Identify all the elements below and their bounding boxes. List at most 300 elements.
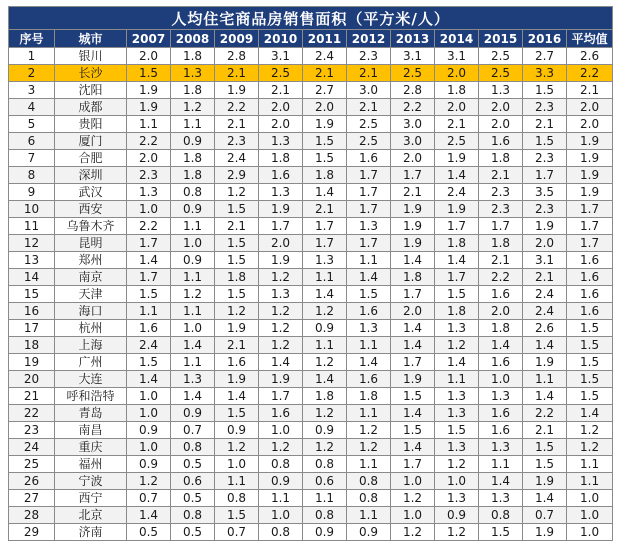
value-cell: 1.9 [567, 184, 613, 201]
value-cell: 2.9 [215, 167, 259, 184]
table-row [9, 269, 613, 286]
value-cell: 1.1 [303, 490, 347, 507]
city-cell: 昆明 [55, 235, 127, 252]
value-cell: 3.0 [347, 82, 391, 99]
value-cell: 0.9 [171, 201, 215, 218]
city-cell: 青岛 [55, 405, 127, 422]
value-cell: 1.2 [215, 303, 259, 320]
value-cell: 1.7 [567, 218, 613, 235]
value-cell: 1.5 [215, 235, 259, 252]
value-cell: 1.4 [391, 320, 435, 337]
value-cell: 2.0 [303, 99, 347, 116]
value-cell: 1.5 [215, 286, 259, 303]
value-cell: 1.2 [303, 405, 347, 422]
value-cell: 1.8 [435, 303, 479, 320]
value-cell: 1.5 [567, 371, 613, 388]
value-cell: 1.0 [259, 507, 303, 524]
table-row [9, 507, 613, 524]
value-cell: 3.1 [435, 48, 479, 65]
table-row [9, 320, 613, 337]
table-row [9, 371, 613, 388]
city-cell: 成都 [55, 99, 127, 116]
value-cell: 1.5 [523, 82, 567, 99]
value-cell: 1.0 [259, 422, 303, 439]
value-cell: 0.9 [435, 507, 479, 524]
row-index-cell: 18 [9, 337, 55, 354]
value-cell: 0.8 [303, 456, 347, 473]
value-cell: 1.1 [347, 252, 391, 269]
value-cell: 2.2 [479, 269, 523, 286]
table-row [9, 524, 613, 541]
column-header-row [9, 30, 613, 48]
table-row [9, 133, 613, 150]
value-cell: 3.1 [523, 252, 567, 269]
value-cell: 0.6 [303, 473, 347, 490]
city-cell: 厦门 [55, 133, 127, 150]
value-cell: 2.1 [347, 65, 391, 82]
value-cell: 1.9 [391, 218, 435, 235]
value-cell: 2.0 [479, 303, 523, 320]
city-cell: 海口 [55, 303, 127, 320]
value-cell: 1.1 [567, 473, 613, 490]
value-cell: 1.4 [567, 405, 613, 422]
value-cell: 1.1 [303, 269, 347, 286]
row-index-cell: 17 [9, 320, 55, 337]
value-cell: 2.7 [523, 48, 567, 65]
value-cell: 1.9 [259, 201, 303, 218]
city-cell: 武汉 [55, 184, 127, 201]
city-cell: 南京 [55, 269, 127, 286]
value-cell: 1.2 [259, 269, 303, 286]
column-header: 平均值 [567, 30, 613, 48]
value-cell: 1.3 [171, 65, 215, 82]
value-cell: 2.0 [259, 116, 303, 133]
value-cell: 1.4 [391, 337, 435, 354]
value-cell: 2.0 [479, 99, 523, 116]
value-cell: 2.1 [347, 99, 391, 116]
column-header: 城市 [55, 30, 127, 48]
table-row [9, 422, 613, 439]
table-row [9, 65, 613, 82]
value-cell: 0.7 [171, 422, 215, 439]
value-cell: 1.4 [303, 286, 347, 303]
value-cell: 1.2 [171, 286, 215, 303]
value-cell: 1.4 [391, 252, 435, 269]
value-cell: 2.5 [479, 65, 523, 82]
row-index-cell: 5 [9, 116, 55, 133]
value-cell: 1.1 [171, 218, 215, 235]
value-cell: 1.5 [127, 65, 171, 82]
value-cell: 1.7 [523, 167, 567, 184]
column-header: 2011 [303, 30, 347, 48]
column-header: 2016 [523, 30, 567, 48]
value-cell: 1.5 [391, 388, 435, 405]
value-cell: 1.0 [127, 405, 171, 422]
value-cell: 1.0 [127, 388, 171, 405]
value-cell: 1.7 [303, 218, 347, 235]
value-cell: 1.1 [171, 116, 215, 133]
row-index-cell: 10 [9, 201, 55, 218]
value-cell: 2.3 [523, 99, 567, 116]
value-cell: 1.5 [479, 524, 523, 541]
value-cell: 0.9 [171, 405, 215, 422]
value-cell: 1.9 [259, 371, 303, 388]
value-cell: 1.5 [215, 252, 259, 269]
value-cell: 0.8 [171, 439, 215, 456]
value-cell: 1.8 [435, 235, 479, 252]
value-cell: 2.3 [215, 133, 259, 150]
city-cell: 长沙 [55, 65, 127, 82]
sales-area-table [8, 6, 613, 541]
value-cell: 0.9 [303, 524, 347, 541]
table-row [9, 235, 613, 252]
value-cell: 2.5 [479, 48, 523, 65]
value-cell: 1.3 [259, 286, 303, 303]
value-cell: 1.9 [215, 82, 259, 99]
value-cell: 1.6 [479, 286, 523, 303]
value-cell: 1.7 [127, 269, 171, 286]
value-cell: 2.2 [567, 65, 613, 82]
value-cell: 0.5 [171, 490, 215, 507]
value-cell: 1.8 [391, 269, 435, 286]
column-header: 2008 [171, 30, 215, 48]
value-cell: 1.0 [479, 371, 523, 388]
value-cell: 1.4 [215, 388, 259, 405]
value-cell: 1.9 [215, 371, 259, 388]
city-cell: 大连 [55, 371, 127, 388]
value-cell: 0.9 [215, 422, 259, 439]
value-cell: 1.4 [127, 371, 171, 388]
value-cell: 0.7 [523, 507, 567, 524]
value-cell: 1.5 [523, 133, 567, 150]
value-cell: 1.3 [347, 320, 391, 337]
table-row [9, 184, 613, 201]
value-cell: 1.1 [215, 473, 259, 490]
value-cell: 1.8 [303, 388, 347, 405]
value-cell: 2.1 [303, 201, 347, 218]
value-cell: 1.3 [435, 439, 479, 456]
table-row [9, 150, 613, 167]
sales-area-table-container [8, 6, 612, 541]
value-cell: 0.7 [215, 524, 259, 541]
value-cell: 1.4 [391, 405, 435, 422]
value-cell: 3.0 [391, 116, 435, 133]
value-cell: 1.9 [523, 473, 567, 490]
value-cell: 1.6 [127, 320, 171, 337]
value-cell: 0.8 [171, 184, 215, 201]
value-cell: 1.4 [479, 337, 523, 354]
value-cell: 2.5 [435, 133, 479, 150]
value-cell: 1.7 [391, 456, 435, 473]
value-cell: 1.4 [523, 388, 567, 405]
value-cell: 1.3 [259, 184, 303, 201]
value-cell: 1.8 [479, 150, 523, 167]
table-row [9, 82, 613, 99]
value-cell: 0.9 [127, 422, 171, 439]
value-cell: 1.3 [435, 490, 479, 507]
value-cell: 2.8 [391, 82, 435, 99]
value-cell: 0.6 [171, 473, 215, 490]
value-cell: 1.1 [303, 337, 347, 354]
city-cell: 深圳 [55, 167, 127, 184]
value-cell: 1.7 [567, 201, 613, 218]
value-cell: 1.0 [391, 473, 435, 490]
city-cell: 宁波 [55, 473, 127, 490]
value-cell: 1.8 [171, 167, 215, 184]
value-cell: 1.1 [171, 354, 215, 371]
value-cell: 0.8 [215, 490, 259, 507]
row-index-cell: 27 [9, 490, 55, 507]
value-cell: 1.3 [479, 490, 523, 507]
table-row [9, 388, 613, 405]
value-cell: 1.3 [171, 371, 215, 388]
table-row [9, 99, 613, 116]
value-cell: 1.7 [259, 218, 303, 235]
value-cell: 2.5 [347, 133, 391, 150]
value-cell: 2.1 [567, 82, 613, 99]
value-cell: 2.6 [523, 320, 567, 337]
value-cell: 1.2 [567, 439, 613, 456]
value-cell: 2.0 [391, 150, 435, 167]
value-cell: 1.9 [435, 150, 479, 167]
row-index-cell: 4 [9, 99, 55, 116]
value-cell: 3.1 [391, 48, 435, 65]
row-index-cell: 19 [9, 354, 55, 371]
city-cell: 郑州 [55, 252, 127, 269]
table-row [9, 473, 613, 490]
value-cell: 1.9 [523, 354, 567, 371]
column-header: 2014 [435, 30, 479, 48]
table-title: 人均住宅商品房销售面积（平方米/人） [9, 7, 613, 30]
value-cell: 1.9 [523, 218, 567, 235]
value-cell: 0.8 [303, 507, 347, 524]
value-cell: 1.2 [259, 439, 303, 456]
value-cell: 2.2 [523, 405, 567, 422]
value-cell: 2.1 [435, 116, 479, 133]
value-cell: 2.3 [479, 184, 523, 201]
value-cell: 3.3 [523, 65, 567, 82]
value-cell: 2.1 [215, 337, 259, 354]
value-cell: 1.5 [391, 422, 435, 439]
value-cell: 1.7 [347, 235, 391, 252]
value-cell: 1.1 [259, 490, 303, 507]
city-cell: 广州 [55, 354, 127, 371]
table-row [9, 201, 613, 218]
value-cell: 1.2 [215, 184, 259, 201]
value-cell: 1.5 [523, 456, 567, 473]
value-cell: 1.9 [523, 524, 567, 541]
value-cell: 2.8 [215, 48, 259, 65]
value-cell: 2.0 [259, 235, 303, 252]
value-cell: 1.6 [479, 405, 523, 422]
value-cell: 1.6 [567, 303, 613, 320]
table-row [9, 490, 613, 507]
row-index-cell: 11 [9, 218, 55, 235]
value-cell: 1.2 [347, 422, 391, 439]
city-cell: 济南 [55, 524, 127, 541]
value-cell: 1.2 [347, 439, 391, 456]
value-cell: 1.6 [567, 286, 613, 303]
value-cell: 1.3 [259, 133, 303, 150]
value-cell: 1.8 [479, 235, 523, 252]
value-cell: 1.4 [523, 490, 567, 507]
value-cell: 1.3 [479, 388, 523, 405]
value-cell: 1.0 [127, 201, 171, 218]
value-cell: 1.8 [171, 150, 215, 167]
value-cell: 1.9 [127, 99, 171, 116]
value-cell: 1.9 [391, 235, 435, 252]
value-cell: 2.4 [523, 286, 567, 303]
row-index-cell: 20 [9, 371, 55, 388]
value-cell: 2.6 [567, 48, 613, 65]
value-cell: 0.7 [127, 490, 171, 507]
value-cell: 1.2 [303, 439, 347, 456]
value-cell: 2.1 [523, 422, 567, 439]
value-cell: 2.4 [215, 150, 259, 167]
value-cell: 1.2 [259, 337, 303, 354]
value-cell: 1.1 [171, 303, 215, 320]
value-cell: 1.6 [479, 422, 523, 439]
value-cell: 1.8 [259, 150, 303, 167]
value-cell: 1.5 [567, 320, 613, 337]
table-row [9, 48, 613, 65]
value-cell: 1.1 [479, 456, 523, 473]
value-cell: 1.0 [567, 507, 613, 524]
column-header: 2013 [391, 30, 435, 48]
value-cell: 2.3 [479, 201, 523, 218]
value-cell: 1.6 [567, 252, 613, 269]
value-cell: 2.0 [435, 99, 479, 116]
value-cell: 0.8 [171, 507, 215, 524]
table-row [9, 354, 613, 371]
value-cell: 1.5 [435, 422, 479, 439]
value-cell: 1.8 [215, 269, 259, 286]
column-header: 2010 [259, 30, 303, 48]
table-row [9, 303, 613, 320]
value-cell: 1.1 [523, 371, 567, 388]
value-cell: 1.6 [567, 269, 613, 286]
value-cell: 1.9 [435, 201, 479, 218]
value-cell: 1.3 [435, 405, 479, 422]
value-cell: 1.9 [567, 133, 613, 150]
city-cell: 上海 [55, 337, 127, 354]
column-header: 2015 [479, 30, 523, 48]
value-cell: 2.5 [259, 65, 303, 82]
value-cell: 1.2 [303, 354, 347, 371]
value-cell: 2.0 [127, 48, 171, 65]
value-cell: 2.3 [347, 48, 391, 65]
value-cell: 2.3 [127, 167, 171, 184]
value-cell: 1.4 [391, 439, 435, 456]
value-cell: 1.1 [435, 371, 479, 388]
value-cell: 1.7 [259, 388, 303, 405]
value-cell: 2.0 [127, 150, 171, 167]
value-cell: 1.0 [215, 456, 259, 473]
value-cell: 1.7 [127, 235, 171, 252]
value-cell: 1.9 [391, 201, 435, 218]
value-cell: 1.4 [171, 337, 215, 354]
value-cell: 1.6 [215, 354, 259, 371]
value-cell: 2.1 [479, 252, 523, 269]
value-cell: 2.1 [391, 184, 435, 201]
value-cell: 1.7 [567, 235, 613, 252]
value-cell: 1.4 [435, 252, 479, 269]
value-cell: 1.1 [347, 405, 391, 422]
row-index-cell: 8 [9, 167, 55, 184]
value-cell: 0.8 [259, 524, 303, 541]
value-cell: 3.1 [259, 48, 303, 65]
table-row [9, 167, 613, 184]
row-index-cell: 21 [9, 388, 55, 405]
row-index-cell: 7 [9, 150, 55, 167]
value-cell: 2.1 [303, 65, 347, 82]
value-cell: 1.2 [391, 524, 435, 541]
city-cell: 福州 [55, 456, 127, 473]
value-cell: 1.5 [435, 286, 479, 303]
value-cell: 1.4 [523, 337, 567, 354]
value-cell: 1.3 [435, 388, 479, 405]
value-cell: 2.0 [567, 99, 613, 116]
value-cell: 2.0 [259, 99, 303, 116]
table-row [9, 286, 613, 303]
city-cell: 贵阳 [55, 116, 127, 133]
value-cell: 1.8 [435, 82, 479, 99]
value-cell: 1.4 [347, 269, 391, 286]
value-cell: 1.0 [127, 439, 171, 456]
city-cell: 合肥 [55, 150, 127, 167]
value-cell: 1.3 [303, 252, 347, 269]
value-cell: 1.6 [347, 150, 391, 167]
value-cell: 1.2 [435, 337, 479, 354]
value-cell: 1.4 [435, 167, 479, 184]
value-cell: 1.0 [567, 524, 613, 541]
value-cell: 2.2 [215, 99, 259, 116]
value-cell: 1.2 [435, 524, 479, 541]
value-cell: 2.0 [479, 116, 523, 133]
value-cell: 1.8 [479, 320, 523, 337]
table-row [9, 456, 613, 473]
value-cell: 1.7 [391, 167, 435, 184]
value-cell: 1.9 [391, 371, 435, 388]
value-cell: 1.1 [171, 269, 215, 286]
value-cell: 1.9 [303, 116, 347, 133]
value-cell: 1.5 [303, 133, 347, 150]
row-index-cell: 16 [9, 303, 55, 320]
value-cell: 0.9 [259, 473, 303, 490]
row-index-cell: 23 [9, 422, 55, 439]
row-index-cell: 12 [9, 235, 55, 252]
column-header: 2012 [347, 30, 391, 48]
value-cell: 2.2 [127, 133, 171, 150]
value-cell: 2.5 [347, 116, 391, 133]
value-cell: 3.0 [391, 133, 435, 150]
value-cell: 1.0 [435, 473, 479, 490]
value-cell: 0.9 [171, 133, 215, 150]
row-index-cell: 25 [9, 456, 55, 473]
row-index-cell: 26 [9, 473, 55, 490]
value-cell: 1.0 [171, 320, 215, 337]
value-cell: 1.5 [127, 286, 171, 303]
table-row [9, 116, 613, 133]
value-cell: 2.4 [127, 337, 171, 354]
value-cell: 1.0 [171, 235, 215, 252]
row-index-cell: 29 [9, 524, 55, 541]
value-cell: 2.1 [215, 116, 259, 133]
value-cell: 1.2 [259, 303, 303, 320]
value-cell: 0.9 [171, 252, 215, 269]
value-cell: 1.3 [479, 82, 523, 99]
value-cell: 0.8 [347, 490, 391, 507]
